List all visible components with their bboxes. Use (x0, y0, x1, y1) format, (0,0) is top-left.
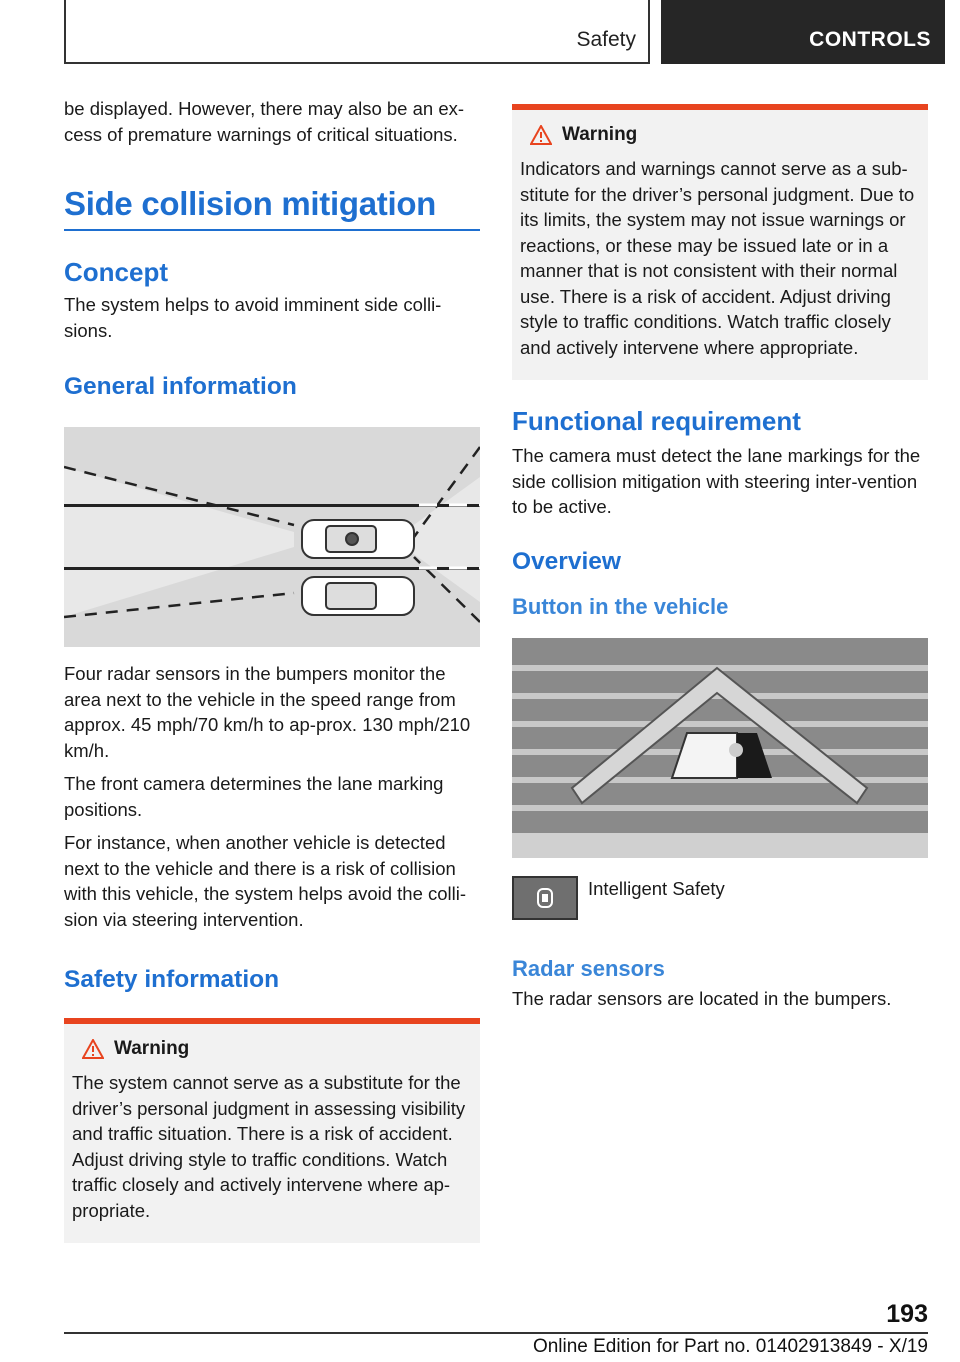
header-left-rule (64, 0, 66, 64)
button-legend (512, 876, 928, 920)
edition-text: Online Edition for Part no. 01402913849 - X/19 (532, 1336, 928, 1357)
radar-heading: Radar sensors (512, 955, 665, 981)
intro-text: be displayed. However, there may also be an ex‐cess of premature warnings of critical situations. (64, 98, 465, 145)
warning-box-right (512, 104, 928, 380)
button-label: Intelligent Safety (588, 877, 725, 899)
intelligent-safety-icon (512, 876, 578, 920)
warning-triangle-icon (82, 1039, 104, 1059)
page-title: Side collision mitigation (64, 185, 480, 231)
warning-text: Indicators and warnings cannot serve as a sub‐stitute for the driver’s personal judgment. Due to its limits, the system may not issue warnings or reactions, or these may be issued late or in a manner that is not consistent with their normal use. There is a risk of accident. Adjust driving style to traffic conditions. Watch traffic closely and actively intervene where appropriate. (520, 158, 915, 358)
vehicle-top (302, 520, 414, 558)
general-para-1: Four radar sensors in the bumpers monitor the area next to the vehicle in the speed range from approx. 45 mph/70 km/h to ap‐prox. 130 mph/210 km/h. (64, 663, 471, 761)
warning-title: Warning (562, 124, 638, 145)
concept-text: The system helps to avoid imminent side colli‐sions. (64, 294, 442, 341)
footer-rule (64, 1332, 928, 1334)
concept-heading: Concept (64, 257, 168, 287)
general-heading: General information (64, 373, 297, 400)
button-photo (512, 638, 928, 858)
header-bottom-rule (64, 62, 650, 64)
general-para-2: The front camera determines the lane marking positions. (64, 773, 444, 820)
overview-heading: Overview (512, 547, 621, 575)
vehicle-bottom (302, 577, 414, 615)
functional-text: The camera must detect the lane markings for the side collision mitigation with steering inter‐vention to be active. (512, 445, 921, 517)
warning-text: The system cannot serve as a substitute for the driver’s personal judgment in assessing visibility and traffic situation. There is a risk of accident. Adjust driving style to traffic conditions. Watch traffic closely and actively intervene where ap‐propriate. (72, 1072, 466, 1221)
warning-box-left (64, 1018, 480, 1243)
header-section: Safety (576, 28, 636, 51)
functional-heading: Functional requirement (512, 406, 801, 436)
warning-title: Warning (114, 1038, 190, 1059)
button-heading: Button in the vehicle (512, 593, 729, 619)
general-para-3: For instance, when another vehicle is detected next to the vehicle and there is a risk of collision with this vehicle, the system helps avoid the colli‐sion via steering intervention. (64, 832, 467, 930)
lane-diagram (64, 427, 480, 647)
intelligent-safety-icon (729, 743, 743, 757)
warning-triangle-icon (530, 125, 552, 145)
safety-heading: Safety information (64, 966, 280, 993)
page-number: 193 (886, 1300, 928, 1328)
right-column (512, 104, 928, 1011)
radar-text: The radar sensors are located in the bumpers. (512, 987, 892, 1009)
header-right-rule (648, 0, 650, 64)
left-column (64, 96, 480, 1243)
header-chapter: CONTROLS (809, 28, 931, 51)
